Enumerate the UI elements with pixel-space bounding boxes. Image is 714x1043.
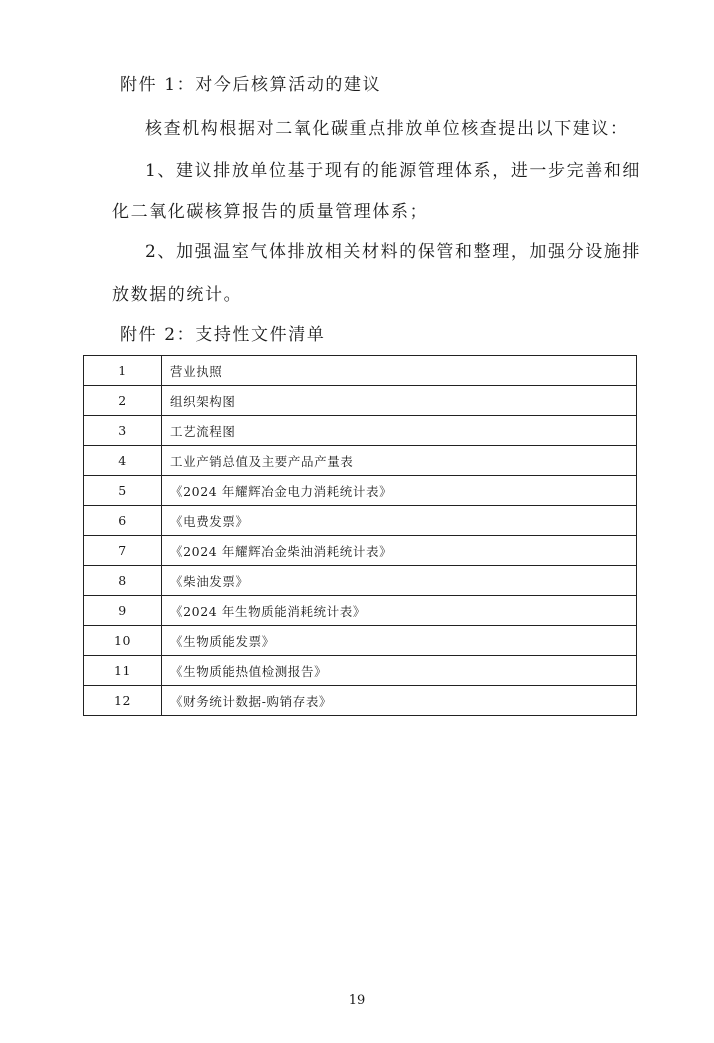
document-name: 工业产销总值及主要产品产量表 xyxy=(162,446,637,476)
table-row xyxy=(84,656,637,686)
table-row xyxy=(84,596,637,626)
document-name: 《2024 年生物质能消耗统计表》 xyxy=(162,596,637,626)
row-number: 12 xyxy=(84,686,162,716)
document-name: 《2024 年耀辉冶金电力消耗统计表》 xyxy=(162,476,637,506)
table-row xyxy=(84,626,637,656)
document-name: 《柴油发票》 xyxy=(162,566,637,596)
supporting-documents-table xyxy=(83,355,637,716)
document-name: 《生物质能热值检测报告》 xyxy=(162,656,637,686)
row-number: 5 xyxy=(84,476,162,506)
recommendation-1-line-1: 1、建议排放单位基于现有的能源管理体系，进一步完善和细 xyxy=(145,161,642,181)
document-name: 《财务统计数据-购销存表》 xyxy=(162,686,637,716)
row-number: 3 xyxy=(84,416,162,446)
row-number: 10 xyxy=(84,626,162,656)
table-row xyxy=(84,446,637,476)
document-name: 组织架构图 xyxy=(162,386,637,416)
table-row xyxy=(84,686,637,716)
document-name: 《2024 年耀辉冶金柴油消耗统计表》 xyxy=(162,536,637,566)
recommendation-2-line-1: 2、加强温室气体排放相关材料的保管和整理，加强分设施排 xyxy=(145,242,642,262)
attachment-1-title: 附件 1：对今后核算活动的建议 xyxy=(120,75,382,95)
recommendation-2-line-2: 放数据的统计。 xyxy=(112,285,243,305)
document-name: 《电费发票》 xyxy=(162,506,637,536)
document-name: 《生物质能发票》 xyxy=(162,626,637,656)
table-row xyxy=(84,476,637,506)
table-row xyxy=(84,506,637,536)
row-number: 6 xyxy=(84,506,162,536)
page-number: 19 xyxy=(348,993,366,1008)
row-number: 4 xyxy=(84,446,162,476)
attachment-2-title: 附件 2：支持性文件清单 xyxy=(120,325,326,345)
table-row xyxy=(84,416,637,446)
recommendations-intro: 核查机构根据对二氧化碳重点排放单位核查提出以下建议： xyxy=(145,119,629,139)
table-row xyxy=(84,566,637,596)
row-number: 11 xyxy=(84,656,162,686)
document-name: 营业执照 xyxy=(162,356,637,386)
row-number: 7 xyxy=(84,536,162,566)
table-row xyxy=(84,536,637,566)
document-name: 工艺流程图 xyxy=(162,416,637,446)
table-row xyxy=(84,386,637,416)
row-number: 8 xyxy=(84,566,162,596)
table-row xyxy=(84,356,637,386)
row-number: 9 xyxy=(84,596,162,626)
row-number: 2 xyxy=(84,386,162,416)
row-number: 1 xyxy=(84,356,162,386)
recommendation-1-line-2: 化二氧化碳核算报告的质量管理体系； xyxy=(112,202,429,222)
